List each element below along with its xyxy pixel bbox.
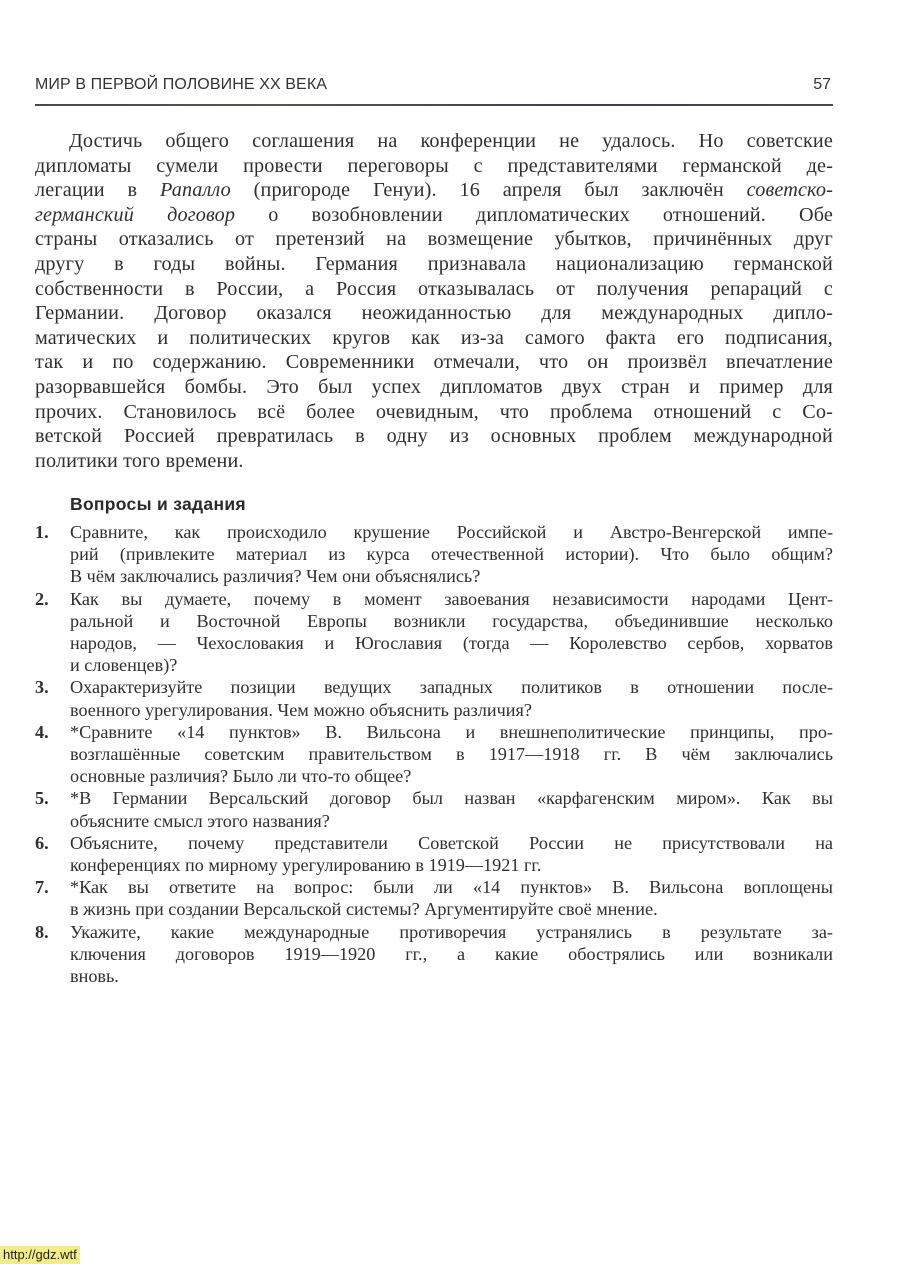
question-item [35, 521, 833, 588]
body-paragraph [35, 129, 833, 473]
question-line: *Как вы ответите на вопрос: были ли «14 пунктов» В. Вильсона воплощены [70, 877, 833, 898]
question-line: Укажите, какие международные противоречия устранялись в результате за- [70, 921, 833, 942]
body-line: матических и политических кругов как из-за самого факта его подписания, [35, 326, 833, 349]
question-number: 6. [35, 832, 49, 853]
question-line: конференциях по мирному урегулированию в 1919—1921 гг. [70, 855, 542, 876]
body-line: разорвавшейся бомбы. Это был успех дипломатов двух стран и пример для [35, 375, 833, 398]
question-line: вновь. [70, 966, 119, 987]
question-number: 4. [35, 721, 49, 742]
question-line: Объясните, почему представители Советской России не присутствовали на [70, 832, 833, 853]
question-line: народов, — Чехословакия и Югославия (тогда — Королевство сербов, хорватов [70, 633, 833, 654]
body-line: собственности в России, а Россия отказывалась от получения репараций с [35, 277, 833, 300]
question-line: рий (привлеките материал из курса отечественной истории). Что было общим? [70, 544, 833, 565]
italic-term: Рапалло [160, 179, 231, 202]
question-item [35, 876, 833, 920]
body-line: политики того времени. [35, 449, 244, 472]
question-number: 7. [35, 877, 49, 898]
question-line: и словенцев)? [70, 655, 178, 676]
question-number: 2. [35, 588, 49, 609]
body-line: дипломаты сумели провести переговоры с представителями германской де- [35, 154, 833, 177]
question-line: Сравните, как происходило крушение Российской и Австро-Венгерской импе- [70, 522, 833, 542]
question-line: ключения договоров 1919—1920 гг., а какие обострялись или возникали [70, 943, 833, 964]
question-number: 8. [35, 921, 49, 942]
question-line: военного урегулирования. Чем можно объяснить различия? [70, 699, 532, 720]
body-line: прочих. Становилось всё более очевидным, что проблема отношений с Со- [35, 400, 833, 423]
body-line: так и по содержанию. Современники отмечали, что он произвёл впечатление [35, 351, 833, 374]
questions-list [35, 521, 833, 987]
header-divider [35, 104, 833, 106]
question-line: возглашённые советским правительством в 1917—1918 гг. В чём заключались [70, 744, 833, 765]
question-number: 5. [35, 788, 49, 809]
question-line: Как вы думаете, почему в момент завоевания независимости народами Цент- [70, 588, 833, 609]
body-line: германский договор о возобновлении дипломатических отношений. Обе [35, 203, 834, 226]
question-line: *В Германии Версальский договор был назван «карфагенским миром». Как вы [70, 788, 833, 809]
italic-term: советско- [746, 179, 833, 202]
watermark-link[interactable]: http://gdz.wtf [0, 1246, 80, 1264]
body-line: Германии. Договор оказался неожиданностью для международных дипло- [35, 302, 833, 325]
question-line: ральной и Восточной Европы возникли государства, объединившие несколько [70, 610, 833, 631]
body-line: легации в Рапалло (пригороде Генуи). 16 апреля был заключён советско- [35, 179, 833, 202]
body-line: страны отказались от претензий на возмещение убытков, причинённых друг [35, 228, 833, 251]
question-line: Охарактеризуйте позиции ведущих западных политиков в отношении после- [70, 677, 833, 698]
question-line: *Сравните «14 пунктов» В. Вильсона и внешнеполитические принципы, про- [70, 721, 833, 742]
page-header [35, 76, 833, 98]
body-line: ветской Россией превратилась в одну из основных проблем международной [35, 425, 833, 448]
question-item [35, 787, 833, 831]
question-item [35, 921, 833, 988]
page-number: 57 [813, 76, 831, 93]
question-item [35, 721, 833, 788]
question-item [35, 676, 833, 720]
italic-term: германский договор [35, 203, 236, 226]
question-number: 3. [35, 677, 49, 698]
body-line: другу в годы войны. Германия признавала национализацию германской [35, 252, 833, 275]
question-number: 1. [35, 522, 49, 542]
running-title: МИР В ПЕРВОЙ ПОЛОВИНЕ XX ВЕКА [35, 76, 328, 93]
section-heading: Вопросы и задания [70, 494, 246, 514]
question-line: объясните смысл этого названия? [70, 810, 330, 831]
question-line: в жизнь при создании Версальской системы? Аргументируйте своё мнение. [70, 899, 658, 920]
body-line: Достичь общего соглашения на конференции не удалось. Но советские [69, 130, 833, 152]
question-item [35, 832, 833, 876]
question-line: основные различия? Было ли что-то общее? [70, 766, 412, 787]
question-line: В чём заключались различия? Чем они объяснялись? [70, 566, 481, 587]
question-item [35, 588, 833, 677]
